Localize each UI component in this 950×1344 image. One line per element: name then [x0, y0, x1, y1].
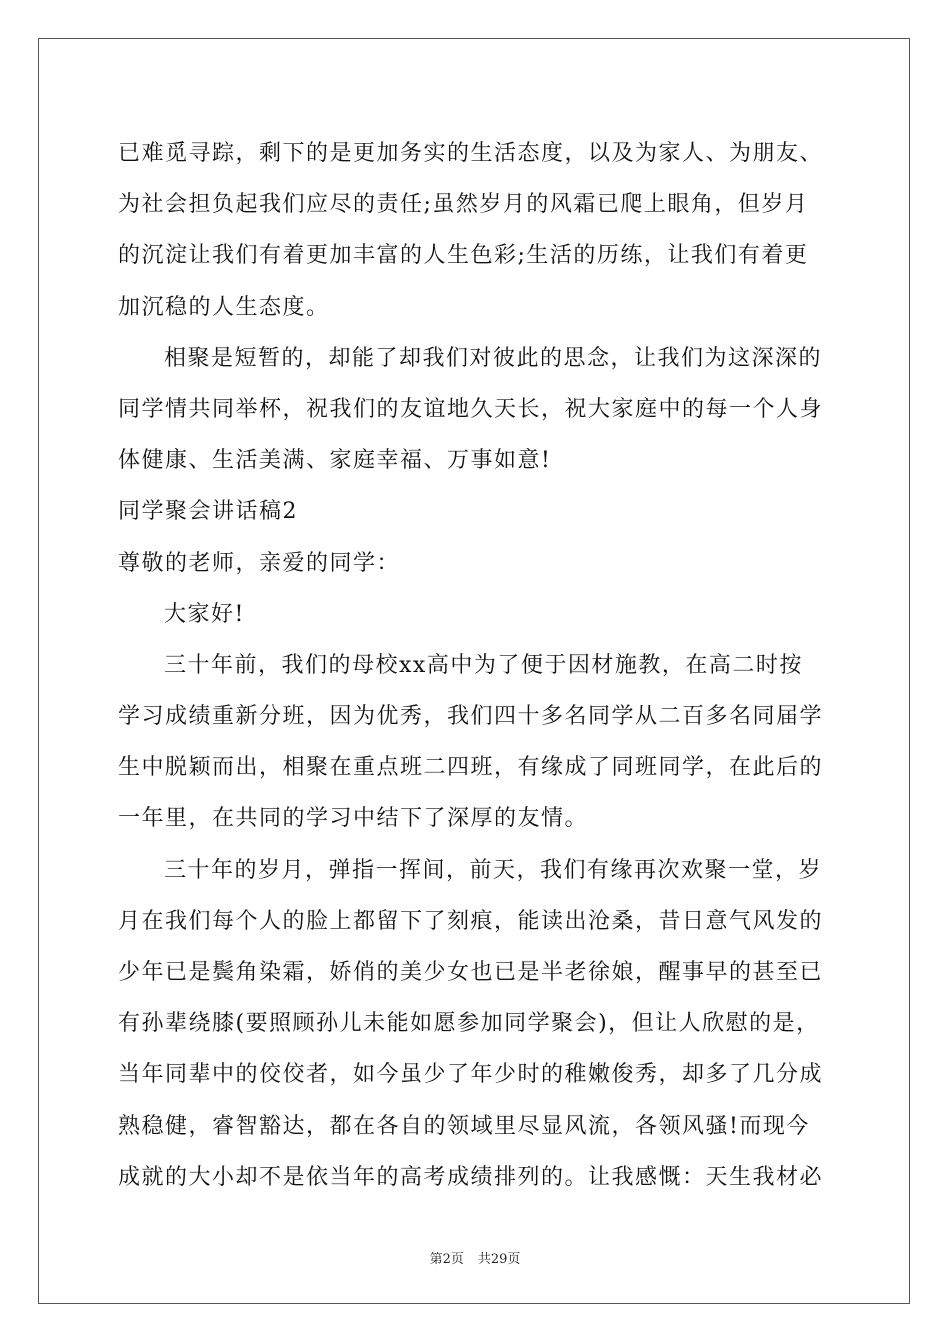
paragraph-start-line: 三十年的岁月，弹指一挥间，前天，我们有缘再次欢聚一堂，岁	[164, 857, 823, 883]
text-line: 同学情共同举杯，祝我们的友谊地久天长，祝大家庭中的每一个人身	[118, 396, 824, 422]
text-line: 体健康、生活美满、家庭幸福、万事如意!	[118, 448, 552, 474]
text-line: 已难觅寻踪，剩下的是更加务实的生活态度，以及为家人、为朋友、	[118, 141, 824, 166]
text-line: 成就的大小却不是依当年的高考成绩排列的。让我感慨：天生我材必	[118, 1164, 824, 1190]
page-footer	[0, 1248, 950, 1267]
text-line: 一年里，在共同的学习中结下了深厚的友情。	[118, 806, 589, 832]
text-line: 学习成绩重新分班，因为优秀，我们四十多名同学从二百多名同届学	[118, 704, 824, 730]
text-line: 熟稳健，睿智豁达，都在各自的领域里尽显风流，各领风骚!而现今	[118, 1113, 810, 1139]
page-number: 第2页	[429, 1252, 464, 1267]
text-line: 生中脱颖而出，相聚在重点班二四班，有缘成了同班同学，在此后的	[118, 755, 824, 781]
text-line: 为社会担负起我们应尽的责任;虽然岁月的风霜已爬上眼角，但岁月	[118, 192, 809, 218]
text-line: 有孙辈绕膝(要照顾孙儿未能如愿参加同学聚会)，但让人欣慰的是，	[118, 1011, 820, 1037]
section-title: 同学聚会讲话稿2	[118, 499, 298, 525]
page-total: 共29页	[477, 1252, 521, 1267]
salutation: 尊敬的老师，亲爱的同学：	[118, 550, 401, 576]
greeting: 大家好!	[164, 601, 245, 627]
document-body	[118, 128, 838, 1203]
paragraph-start-line: 三十年前，我们的母校xx高中为了便于因材施教，在高二时按	[164, 652, 803, 678]
text-line: 的沉淀让我们有着更加丰富的人生色彩;生活的历练，让我们有着更	[118, 243, 809, 269]
paragraph-start-line: 相聚是短暂的，却能了却我们对彼此的思念，让我们为这深深的	[164, 345, 823, 371]
text-line: 加沉稳的人生态度。	[118, 294, 330, 320]
text-line: 月在我们每个人的脸上都留下了刻痕，能读出沧桑，昔日意气风发的	[118, 908, 824, 934]
text-line: 当年同辈中的佼佼者，如今虽少了年少时的稚嫩俊秀，却多了几分成	[118, 1062, 824, 1088]
text-line: 少年已是鬓角染霜，娇俏的美少女也已是半老徐娘，醒事早的甚至已	[118, 960, 824, 985]
